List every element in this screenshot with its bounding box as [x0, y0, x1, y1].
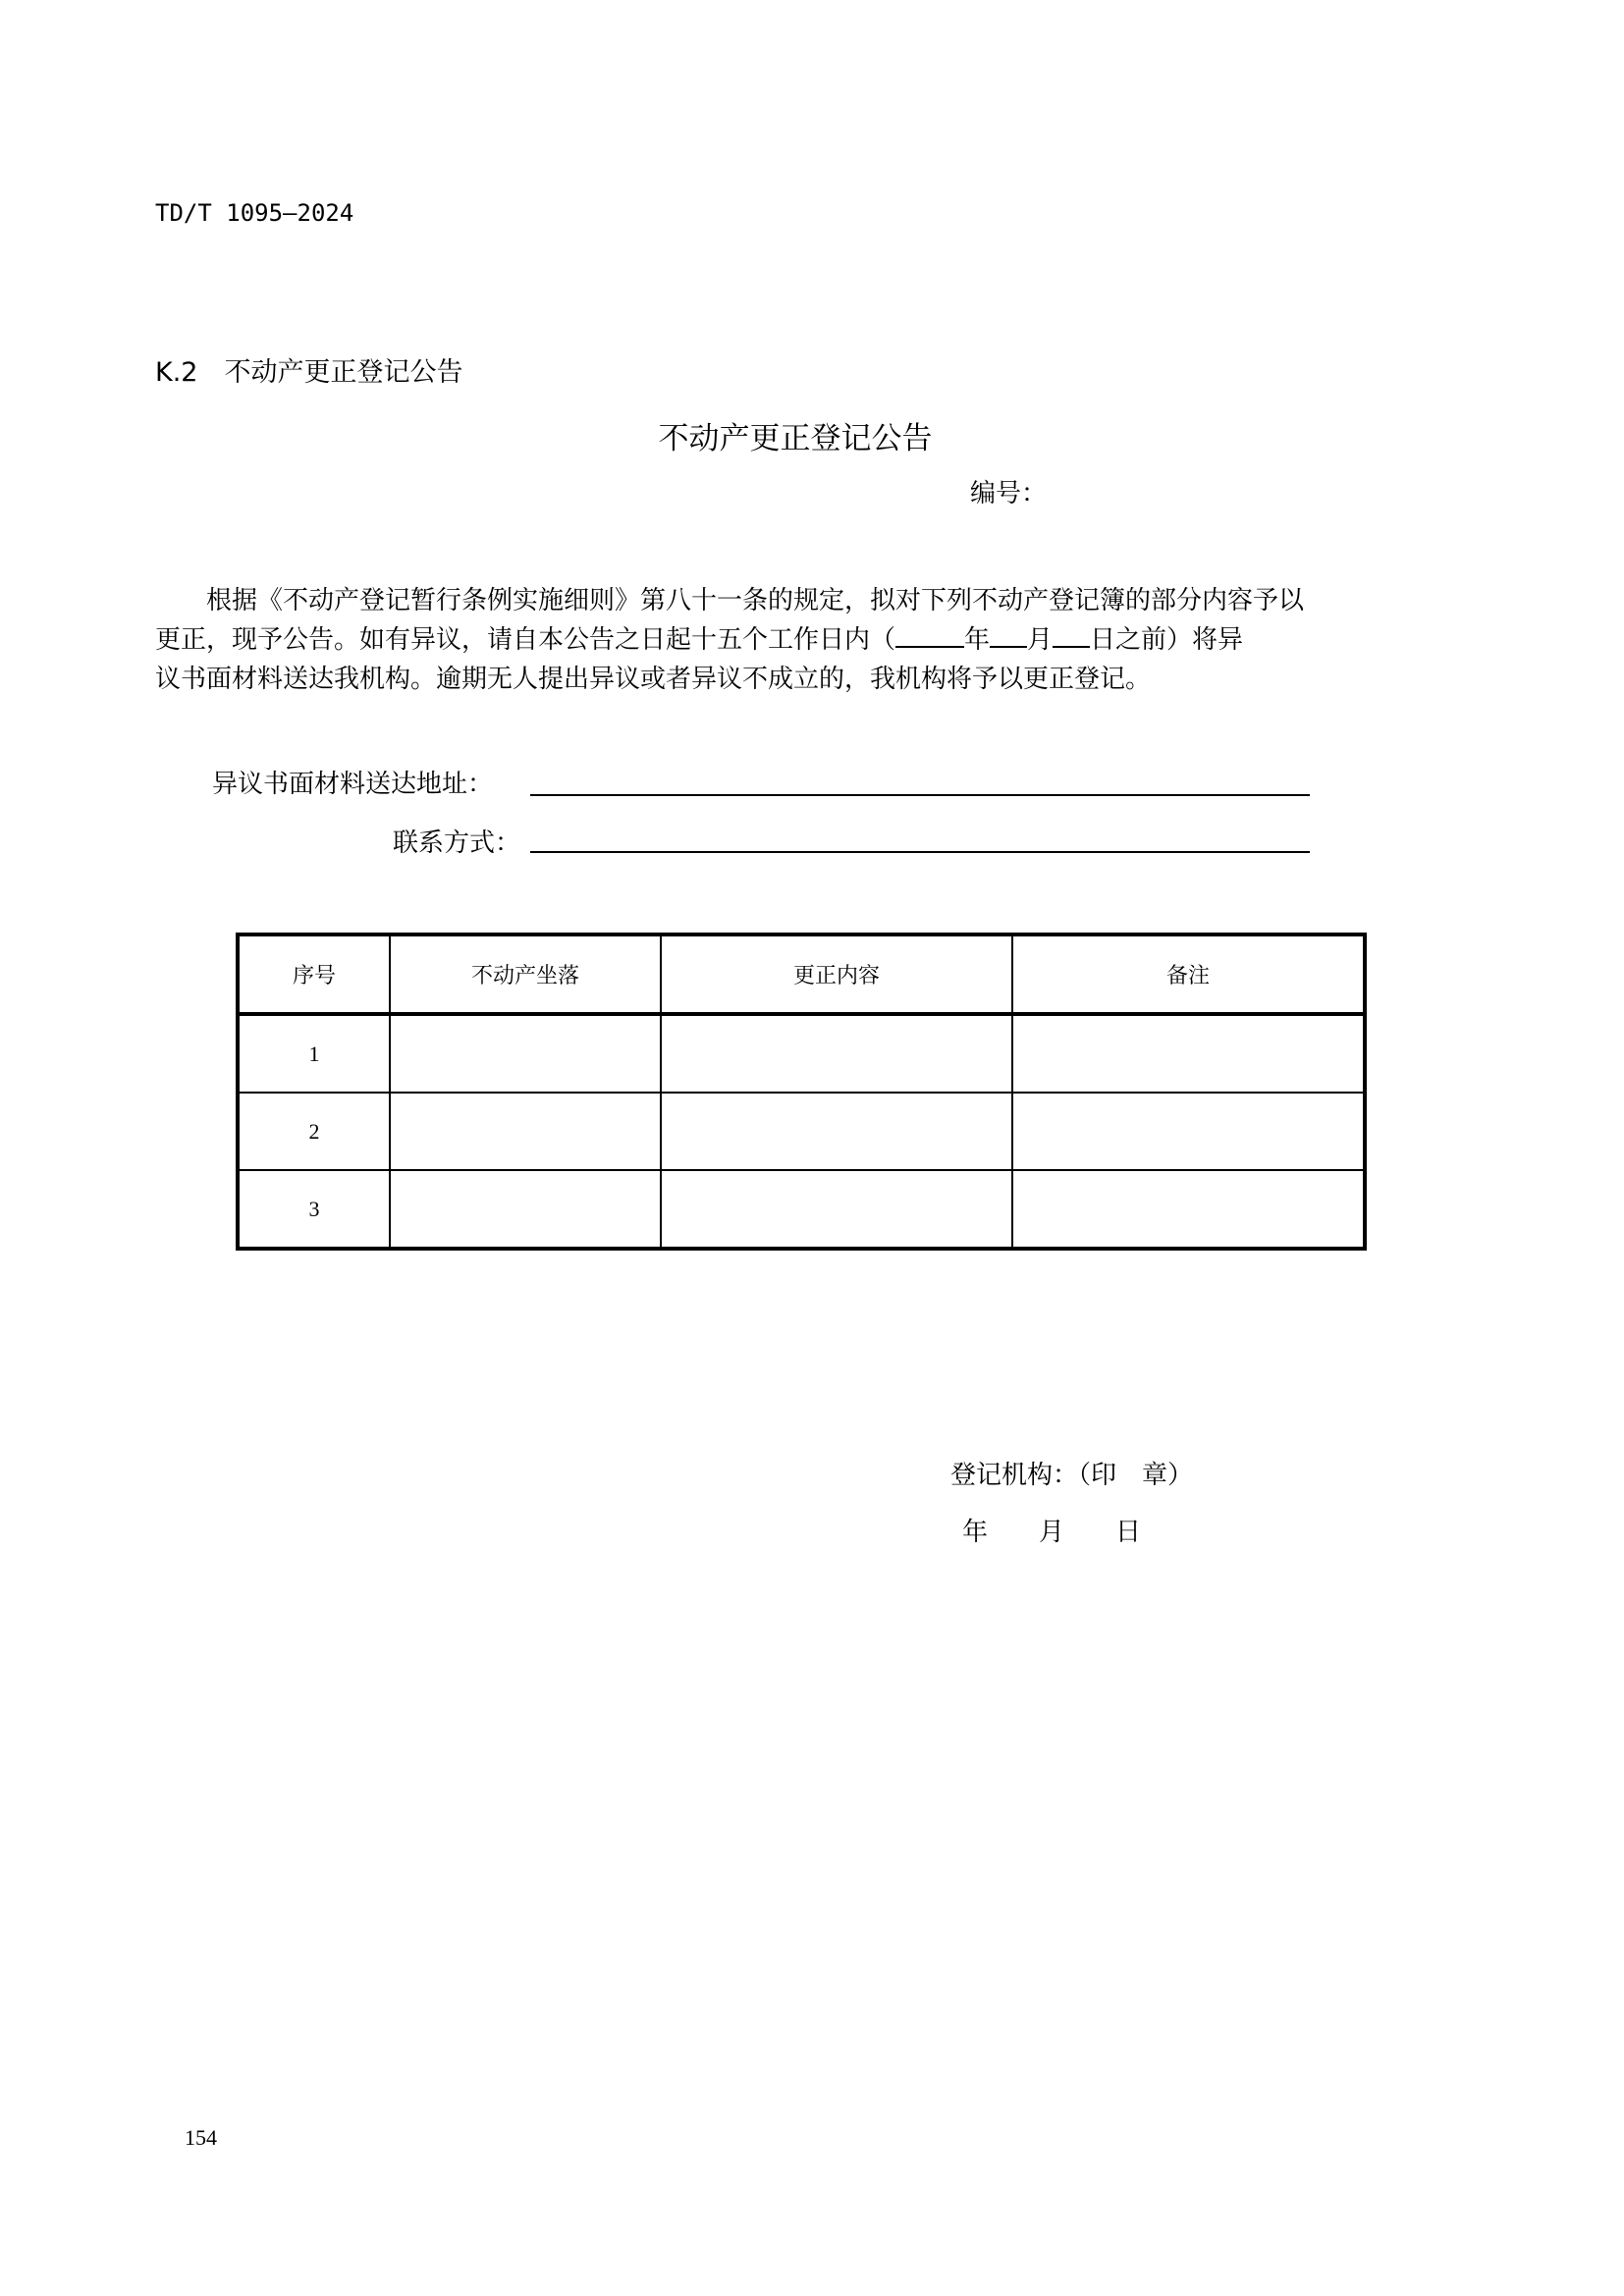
standard-number: TD/T 1095—2024 [155, 199, 354, 227]
cell-index: 3 [238, 1170, 390, 1249]
day-blank[interactable] [1053, 624, 1090, 648]
body-line-2b: 日之前）将异 [1090, 625, 1244, 655]
year-blank[interactable] [895, 624, 964, 648]
page-number: 154 [185, 2125, 217, 2150]
cell-correction[interactable] [661, 1014, 1012, 1093]
address-label: 异议书面材料送达地址： [212, 770, 494, 799]
address-field[interactable] [530, 794, 1310, 796]
notice-title: 不动产更正登记公告 [658, 421, 933, 456]
cell-index: 1 [238, 1014, 390, 1093]
cell-correction[interactable] [661, 1170, 1012, 1249]
cell-index: 2 [238, 1093, 390, 1170]
cell-location[interactable] [390, 1093, 661, 1170]
cell-remarks[interactable] [1012, 1093, 1365, 1170]
cell-remarks[interactable] [1012, 1014, 1365, 1093]
body-line-1: 根据《不动产登记暂行条例实施细则》第八十一条的规定，拟对下列不动产登记簿的部分内容予以 [206, 586, 1305, 615]
cell-remarks[interactable] [1012, 1170, 1365, 1249]
cell-correction[interactable] [661, 1093, 1012, 1170]
signature-date: 年 月 日 [962, 1518, 1142, 1547]
col-header-location: 不动产坐落 [390, 934, 661, 1014]
contact-field[interactable] [530, 851, 1310, 853]
body-line-2 [155, 620, 1443, 660]
table-row [238, 1170, 1365, 1249]
number-label: 编号： [970, 479, 1048, 508]
table-row [238, 1014, 1365, 1093]
col-header-correction: 更正内容 [661, 934, 1012, 1014]
year-label: 年 [964, 625, 991, 655]
col-header-index: 序号 [238, 934, 390, 1014]
section-heading: K.2 不动产更正登记公告 [155, 357, 463, 388]
cell-location[interactable] [390, 1014, 661, 1093]
correction-table [236, 933, 1367, 1251]
col-header-remarks: 备注 [1012, 934, 1365, 1014]
table-row [238, 1093, 1365, 1170]
month-label: 月 [1027, 625, 1054, 655]
body-line-3: 议书面材料送达我机构。逾期无人提出异议或者异议不成立的，我机构将予以更正登记。 [155, 665, 1152, 694]
cell-location[interactable] [390, 1170, 661, 1249]
contact-label: 联系方式： [392, 828, 520, 858]
notice-body [155, 581, 1443, 699]
month-blank[interactable] [990, 624, 1027, 648]
registration-org-label: 登记机构：（印 章） [950, 1461, 1194, 1490]
body-line-2a: 更正，现予公告。如有异议，请自本公告之日起十五个工作日内（ [155, 625, 896, 655]
